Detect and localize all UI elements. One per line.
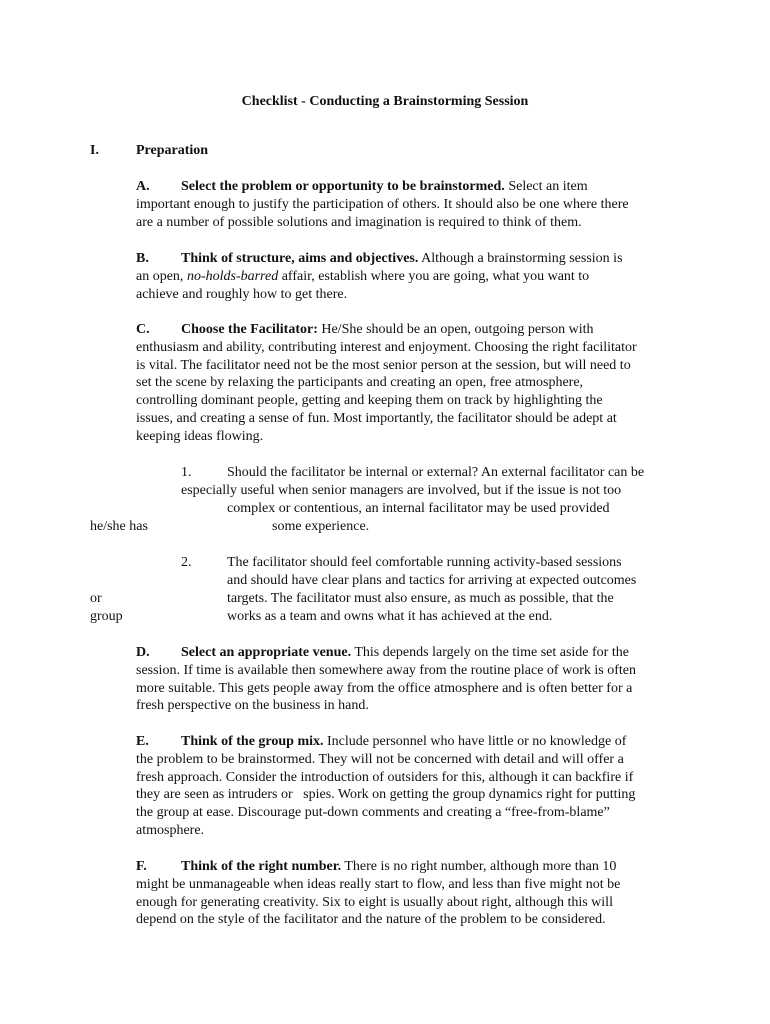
section-title: Preparation (136, 143, 209, 158)
item-label: A. (136, 179, 150, 194)
item-text-line: the group at ease. Discourage put-down comments and creating a “free-from-blame” (136, 805, 610, 821)
checklist-item-e (136, 733, 696, 840)
item-text: Include personnel who have little or no knowledge of (323, 734, 627, 749)
item-text: an open, (136, 268, 187, 284)
checklist-item-a (136, 178, 696, 231)
subitem-1-line: complex or contentious, an internal facilitator may be used provided (227, 501, 610, 516)
checklist-item-c (136, 321, 696, 446)
item-heading: Select the problem or opportunity to be brainstormed. (181, 179, 505, 194)
checklist-item-f (136, 858, 696, 929)
section-number: I. (90, 143, 99, 158)
item-text-line: is vital. The facilitator need not be the most senior person at the session, but will need to (136, 357, 631, 373)
item-text-line: the problem to be brainstormed. They will not be concerned with detail and will offer a (136, 751, 624, 767)
item-heading: Choose the Facilitator: (181, 322, 318, 337)
item-text-line: fresh approach. Consider the introduction of outsiders for this, although it can backfire if (136, 769, 634, 785)
item-text-line: important enough to justify the participation of others. It should also be one where there (136, 196, 629, 212)
item-label: F. (136, 859, 147, 874)
item-label: E. (136, 734, 149, 749)
item-heading: Select an appropriate venue. (181, 645, 352, 660)
item-text-line: set the scene by relaxing the participants and creating an open, free atmosphere, (136, 375, 584, 391)
subitem-text: Should the facilitator be internal or external? An external facilitator can be (227, 465, 645, 480)
item-text-line: might be unmanageable when ideas really start to flow, and less than five might not be (136, 876, 621, 892)
item-text-line: more suitable. This gets people away from the office atmosphere and is often better for a (136, 680, 633, 696)
stray-text: group (90, 609, 123, 624)
item-text-line: depend on the style of the facilitator and the nature of the problem to be considered. (136, 912, 606, 928)
item-text: affair, establish where you are going, what you want to (278, 268, 590, 284)
item-heading: Think of the group mix. (181, 734, 324, 749)
subitem-text: The facilitator should feel comfortable running activity-based sessions (227, 555, 622, 570)
subitem-1-line: especially useful when senior managers are involved, but if the issue is not too (181, 483, 622, 498)
item-text-line: they are seen as intruders or spies. Work on getting the group dynamics right for putting (136, 787, 636, 803)
subitem-2-line: targets. The facilitator must also ensure, as much as possible, that the (227, 591, 614, 606)
item-text: Select an item (504, 179, 588, 194)
item-label: D. (136, 645, 150, 660)
item-label: C. (136, 322, 150, 337)
subitem-1-line: some experience. (272, 519, 370, 534)
item-text: Although a brainstorming session is (418, 251, 623, 266)
page-title: Checklist - Conducting a Brainstorming Session (241, 94, 529, 109)
item-text: This depends largely on the time set aside for the (351, 645, 629, 660)
item-emphasis: no-holds-barred (186, 268, 279, 284)
item-text: He/She should be an open, outgoing person with (317, 322, 594, 337)
item-text-line: controlling dominant people, getting and keeping them on track by highlighting the (136, 393, 603, 409)
subitem-number: 1. (181, 465, 192, 480)
subitem-1-line (181, 464, 644, 482)
item-label: B. (136, 251, 149, 266)
stray-text: he/she has (90, 519, 148, 534)
subitem-number: 2. (181, 555, 192, 570)
item-text-line: issues, and creating a sense of fun. Most importantly, the facilitator should be adept at (136, 410, 617, 426)
stray-text: or (90, 591, 102, 606)
item-text-line: enough for generating creativity. Six to eight is usually about right, although this will (136, 894, 613, 910)
subitem-2-line: and should have clear plans and tactics for arriving at expected outcomes (227, 573, 637, 588)
item-text-line: enthusiasm and ability, contributing interest and enjoyment. Choosing the right facilitator (136, 339, 637, 355)
item-heading: Think of structure, aims and objectives. (181, 251, 419, 266)
item-text-line: keeping ideas flowing. (136, 428, 264, 444)
checklist-item-d (136, 644, 696, 715)
item-text: There is no right number, although more than 10 (341, 859, 617, 874)
item-text-line: session. If time is available then somewhere away from the routine place of work is often (136, 662, 636, 678)
item-heading: Think of the right number. (181, 859, 342, 874)
item-text-line: atmosphere. (136, 822, 205, 838)
checklist-item-b (136, 250, 696, 303)
subitem-2-line: works as a team and owns what it has achieved at the end. (227, 609, 553, 624)
subitem-2-line (181, 554, 622, 572)
item-text-line: achieve and roughly how to get there. (136, 286, 348, 302)
item-text-line: fresh perspective on the business in hand. (136, 698, 369, 714)
item-text-line: are a number of possible solutions and imagination is required to think of them. (136, 214, 582, 230)
